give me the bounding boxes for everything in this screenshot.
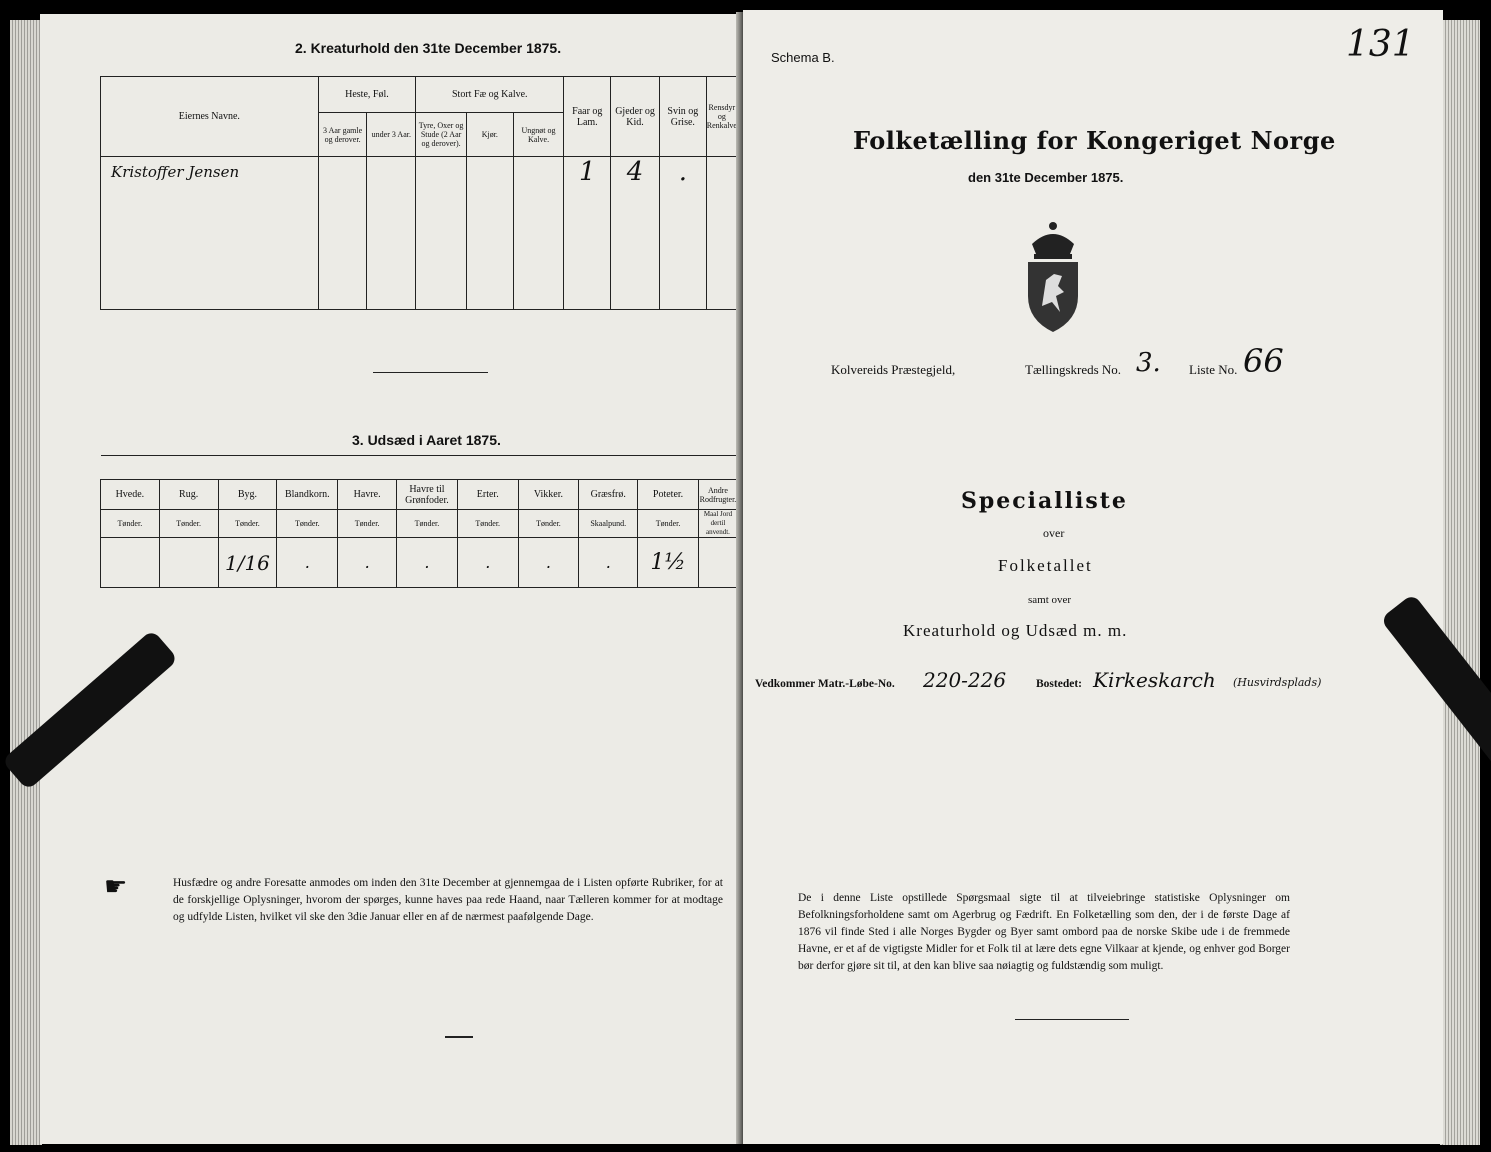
footer-rule [1015,1019,1129,1020]
col-svin-header: Svin og Grise. [659,77,706,157]
special-title: Specialliste [961,488,1128,514]
owner-name-cell [101,157,319,310]
pointing-hand-icon: ☛ [104,872,128,902]
norway-coat-of-arms-icon [1018,216,1088,336]
col-ren-header: Rensdyr og Renkalve [706,77,737,157]
seed-value [101,538,160,588]
livestock-table [100,76,738,310]
district-label: Kolvereids Præstegjeld, [831,362,956,377]
col-stort-header: Stort Fæ og Kalve. [416,77,564,113]
census-title: Folketælling for Kongeriget Norge [853,126,1336,155]
notice-text: Husfædre og andre Foresatte anmodes om inden den 31te December at gjennemgaa de i Listen opførte Rubriker, for at de forskjellige Oplysninger, hvorom der spørges, kunne haves paa rede Haand, naar Tælleren kommer for at modtage og udfylde Listen, hvilket vil ske den 3die Januar eller en af de nærmest paafølgende Dage. [173,877,723,923]
folketallet: Folketallet [998,556,1093,575]
liste-number: 66 [1243,342,1284,380]
bosted-label: Bostedet: [1036,678,1082,690]
seed-value: . [579,538,638,588]
seed-header-graesfro: Græsfrø. [579,480,638,510]
seed-header-byg: Byg. [218,480,277,510]
faar-value: 1 [579,157,596,187]
seed-header-erter: Erter. [457,480,518,510]
gjeder-value: 4 [626,157,644,187]
seed-unit: Tønder. [277,510,338,538]
sub-heste-old: 3 Aar gamle og derover. [318,113,367,157]
liste-label: Liste No. [1189,362,1238,377]
page-number: 131 [1346,24,1415,65]
bosted-value: Kirkeskarch [1093,668,1216,692]
kreds-number: 3. [1136,348,1161,378]
seed-value: . [518,538,579,588]
seed-unit: Tønder. [159,510,218,538]
footer-rule [445,1036,473,1038]
seed-unit: Tønder. [518,510,579,538]
sub-heste-young: under 3 Aar. [367,113,416,157]
sub-tyre: Tyre, Oxer og Stude (2 Aar og derover). [416,113,467,157]
bosted-note: (Husvirdsplads) [1233,676,1322,689]
seed-unit: Tønder. [457,510,518,538]
seed-unit: Maal Jord dertil anvendt. [698,510,737,538]
seed-unit: Tønder. [101,510,160,538]
col-owner-header: Eiernes Navne. [101,77,319,157]
footer-text: De i denne Liste opstillede Spørgsmaal sigte til at tilveiebringe statistiske Oplysninger om Befolkningsforholdene samt om Agerbrug og Fædrift. En Folketælling som den, der i de første Dage af 1876 vil finde Sted i alle Norges Bygder og Byer samt ombord paa de norske Skibe ude i de fremmede Havne, er et af de vigtigste Midler for et Folk til at lære dets egne Vilkaar at kjende, og enhver god Borger bør derfor gjøre sit til, at den kan blive saa nøiagtig og fuldstændig som muligt. [798,892,1290,972]
seed-unit: Skaalpund. [579,510,638,538]
table-row [101,538,738,588]
col-gjeder-header: Gjeder og Kid. [611,77,660,157]
seed-header-blandkorn: Blandkorn. [277,480,338,510]
col-heste-header: Heste, Føl. [318,77,415,113]
kreaturhold-line: Kreaturhold og Udsæd m. m. [903,621,1128,640]
seed-value: . [457,538,518,588]
seed-header-vikker: Vikker. [518,480,579,510]
owner-name: Kristoffer Jensen [111,163,240,181]
kreds-label: Tællingskreds No. [1025,362,1122,377]
matr-number: 220-226 [923,668,1007,692]
seed-header-rug: Rug. [159,480,218,510]
census-date: den 31te December 1875. [968,170,1124,185]
matr-label: Vedkommer Matr.-Løbe-No. [755,678,895,690]
seed-unit: Tønder. [218,510,277,538]
book-edge-right [1440,20,1480,1145]
seed-header-gronfoder: Havre til Grønfoder. [397,480,458,510]
samt-over: samt over [1028,594,1072,606]
seed-value-poteter: 1½ [638,538,699,588]
seed-unit: Tønder. [338,510,397,538]
table-row [101,157,738,310]
left-page [40,14,743,1144]
seed-unit: Tønder. [397,510,458,538]
col-faar-header: Faar og Lam. [564,77,611,157]
seed-value: . [397,538,458,588]
seed-value: . [277,538,338,588]
seed-table [100,455,738,588]
divider-rule [373,372,488,373]
section2-title: 2. Kreaturhold den 31te December 1875. [295,40,562,56]
seed-value: . [338,538,397,588]
seed-header-havre: Havre. [338,480,397,510]
seed-header-rodfrugter: Andre Rodfrugter. [698,480,737,510]
seed-value [698,538,737,588]
seed-value [159,538,218,588]
seed-header-poteter: Poteter. [638,480,699,510]
seed-unit: Tønder. [638,510,699,538]
svin-value: . [678,157,687,187]
schema-label: Schema B. [771,50,835,65]
sub-kjor: Kjør. [466,113,513,157]
seed-value-byg: 1/16 [218,538,277,588]
sub-ungnot: Ungnøt og Kalve. [513,113,564,157]
over-text: over [1043,526,1065,540]
right-page [743,10,1443,1144]
seed-header-hvede: Hvede. [101,480,160,510]
section3-title: 3. Udsæd i Aaret 1875. [352,432,501,448]
book-edge-left [10,20,42,1145]
